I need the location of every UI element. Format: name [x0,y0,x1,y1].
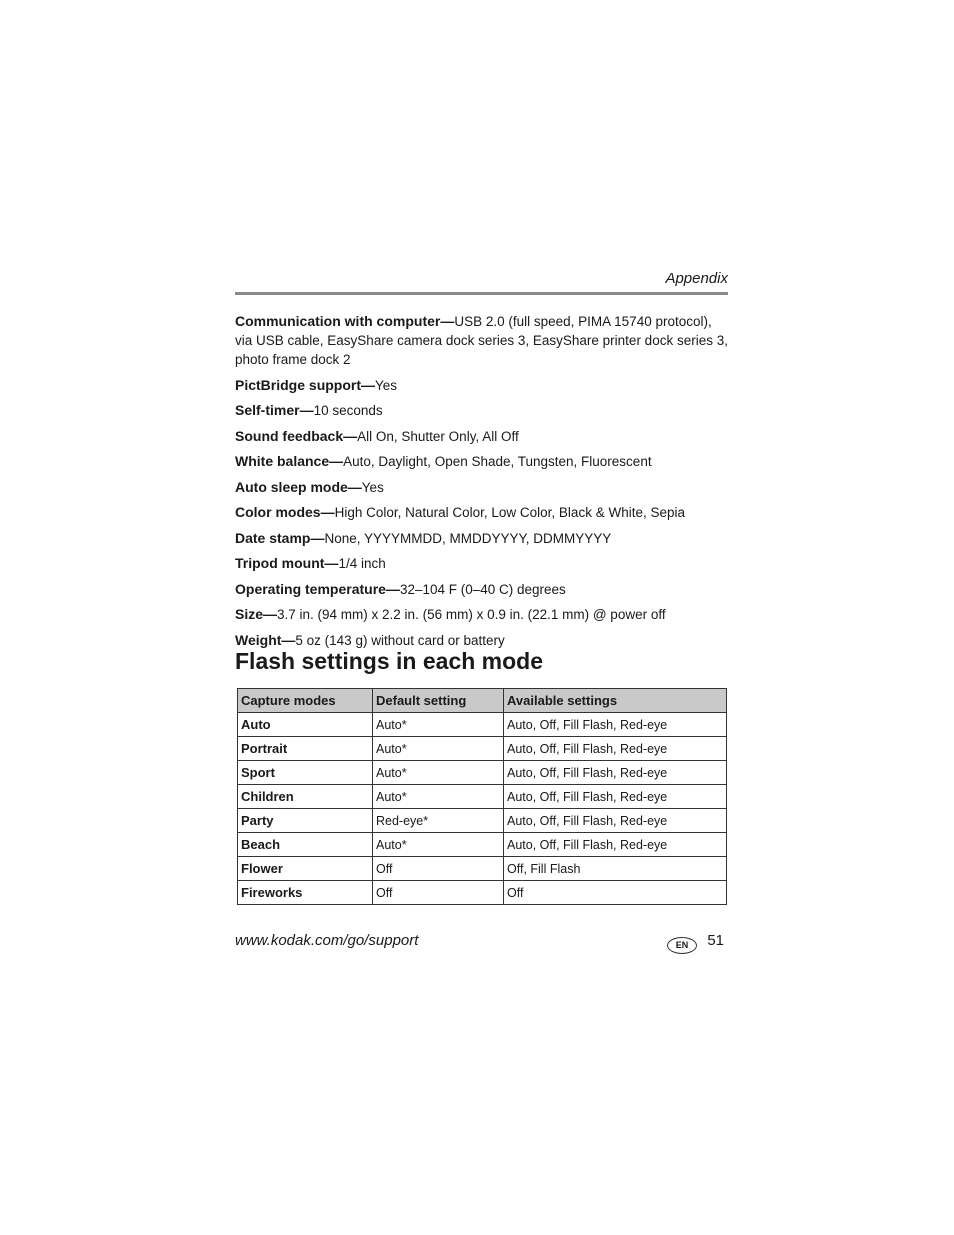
column-header: Available settings [504,689,727,713]
table-row [238,737,727,761]
default-setting-cell: Off [373,857,504,881]
section-header: Appendix [665,270,728,287]
spec-term: Date stamp— [235,529,325,546]
available-settings-cell: Auto, Off, Fill Flash, Red-eye [504,785,727,809]
default-setting-cell: Auto* [373,785,504,809]
spec-term: Communication with computer— [235,313,455,329]
spec-value: Yes [361,479,384,495]
available-settings-cell: Off, Fill Flash [504,857,727,881]
spec-term: PictBridge support— [235,376,376,393]
default-setting-cell: Auto* [373,737,504,761]
spec-item [235,401,728,420]
spec-item [235,631,728,650]
available-settings-cell: Auto, Off, Fill Flash, Red-eye [504,737,727,761]
available-settings-cell: Auto, Off, Fill Flash, Red-eye [504,761,727,785]
page-footer [235,932,728,954]
available-settings-cell: Auto, Off, Fill Flash, Red-eye [504,713,727,737]
spec-term: Tripod mount— [235,555,339,571]
spec-item [235,312,728,369]
spec-term: Weight— [235,631,296,648]
spec-item [235,478,728,497]
spec-item [235,529,728,548]
spec-value: 5 oz (143 g) without card or battery [295,632,505,648]
capture-mode-cell: Beach [238,833,373,857]
default-setting-cell: Auto* [373,833,504,857]
spec-term: Sound feedback— [235,427,358,444]
table-row [238,713,727,737]
column-header: Capture modes [238,689,373,713]
spec-term: Color modes— [235,504,335,520]
spec-value: Auto, Daylight, Open Shade, Tungsten, Fluorescent [343,454,652,469]
spec-value: High Color, Natural Color, Low Color, Black & White, Sepia [334,505,685,520]
header-rule [235,292,728,295]
spec-value: None, YYYYMMDD, MMDDYYYY, DDMMYYYY [324,530,612,546]
available-settings-cell: Off [504,881,727,905]
spec-value: All On, Shutter Only, All Off [357,428,519,444]
spec-value: 32–104 F (0–40 C) degrees [399,581,566,597]
spec-term: Auto sleep mode— [235,478,362,495]
spec-value: USB 2.0 (full speed, PIMA 15740 protocol), via USB cable, EasyShare camera dock series 3, EasyShare printer dock series 3, photo frame dock 2 [235,314,728,367]
table-row [238,761,727,785]
spec-term: Operating temperature— [235,580,400,597]
capture-mode-cell: Auto [238,713,373,737]
spec-item [235,580,728,599]
table-row [238,857,727,881]
capture-mode-cell: Sport [238,761,373,785]
capture-mode-cell: Flower [238,857,373,881]
spec-item [235,605,728,624]
default-setting-cell: Auto* [373,713,504,737]
section-title: Flash settings in each mode [235,648,544,674]
spec-value: 3.7 in. (94 mm) x 2.2 in. (56 mm) x 0.9 in. (22.1 mm) @ power off [277,607,666,622]
spec-item [235,427,728,446]
table-row [238,785,727,809]
table-row [238,833,727,857]
default-setting-cell: Off [373,881,504,905]
table-row [238,881,727,905]
spec-term: Self-timer— [235,402,314,418]
default-setting-cell: Red-eye* [373,809,504,833]
spec-value: 1/4 inch [338,556,386,571]
spec-term: White balance— [235,453,344,469]
default-setting-cell: Auto* [373,761,504,785]
table-header-row [238,689,727,713]
capture-mode-cell: Fireworks [238,881,373,905]
capture-mode-cell: Party [238,809,373,833]
capture-mode-cell: Children [238,785,373,809]
spec-item [235,376,728,395]
language-badge: EN [667,937,697,954]
spec-item [235,554,728,573]
available-settings-cell: Auto, Off, Fill Flash, Red-eye [504,833,727,857]
support-url[interactable]: www.kodak.com/go/support [235,932,419,949]
flash-settings-table [237,688,727,905]
spec-value: Yes [375,377,398,393]
spec-list [235,312,728,656]
page-number: 51 [707,932,724,949]
capture-mode-cell: Portrait [238,737,373,761]
spec-item [235,452,728,471]
column-header: Default setting [373,689,504,713]
spec-item [235,503,728,522]
spec-value: 10 seconds [313,403,383,418]
table-row [238,809,727,833]
available-settings-cell: Auto, Off, Fill Flash, Red-eye [504,809,727,833]
spec-term: Size— [235,606,278,622]
